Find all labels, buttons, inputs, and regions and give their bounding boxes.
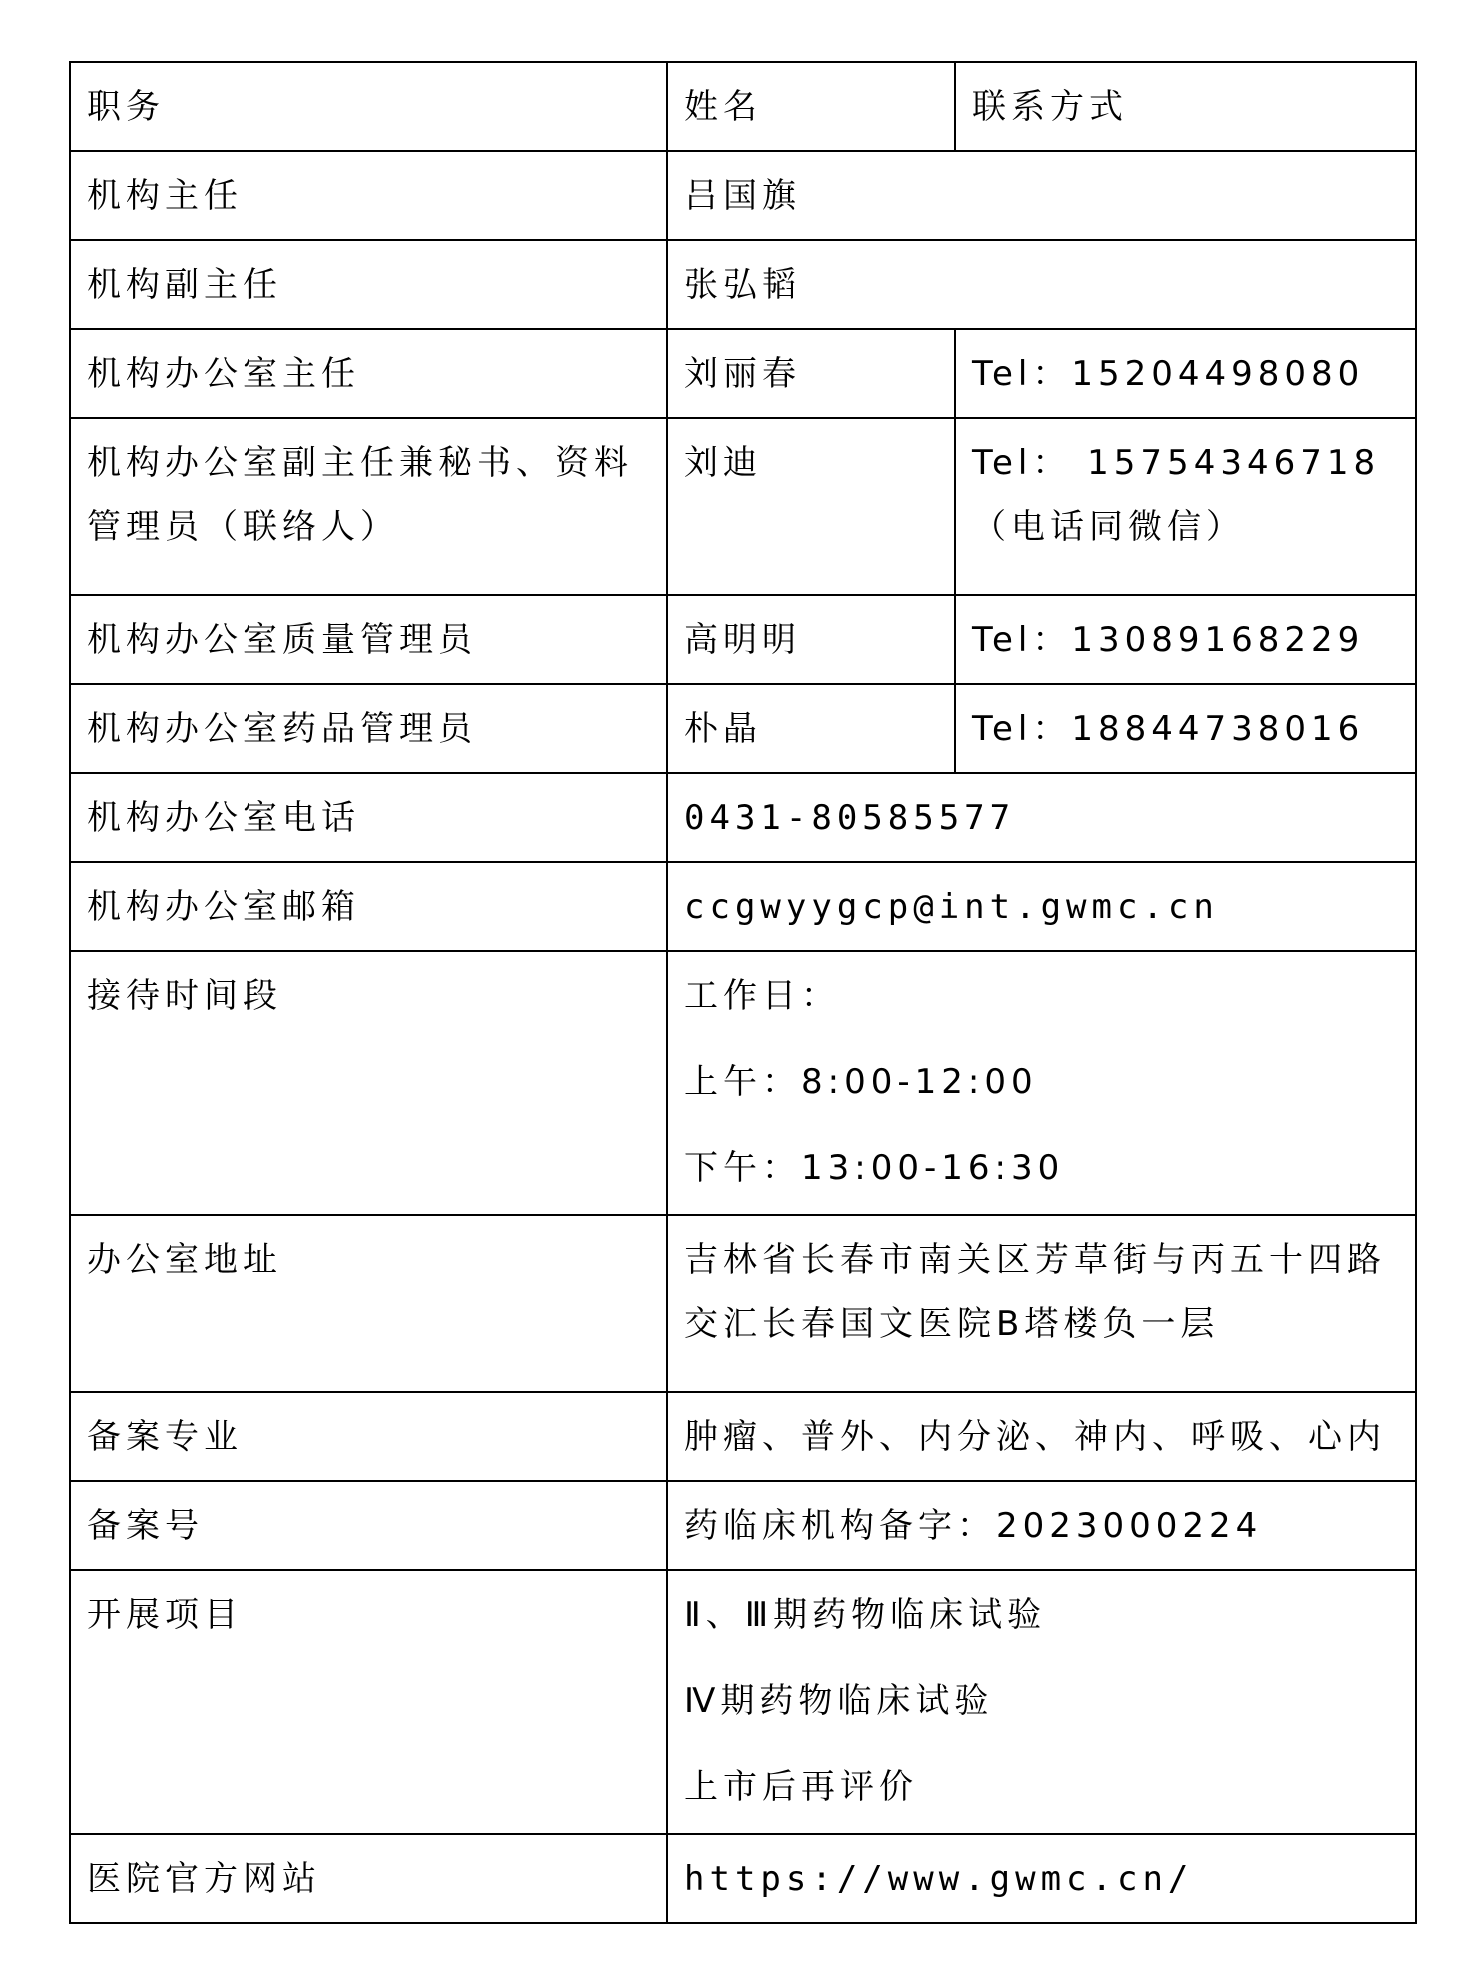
position-cell: 机构主任 bbox=[70, 151, 667, 240]
table-row bbox=[70, 151, 1416, 240]
reception-hours-label: 接待时间段 bbox=[70, 951, 667, 1215]
filing-specialties-label: 备案专业 bbox=[70, 1392, 667, 1481]
name-cell: 朴晶 bbox=[667, 684, 955, 773]
reception-hours-value bbox=[667, 951, 1416, 1215]
header-contact: 联系方式 bbox=[955, 62, 1416, 151]
reception-hours-line: 上午：8:00-12:00 bbox=[684, 1062, 1038, 1102]
header-name: 姓名 bbox=[667, 62, 955, 151]
position-cell: 机构副主任 bbox=[70, 240, 667, 329]
filing-number-value: 药临床机构备字：2023000224 bbox=[667, 1481, 1416, 1570]
reception-hours-row bbox=[70, 951, 1416, 1215]
position-cell: 机构办公室副主任兼秘书、资料管理员（联络人） bbox=[70, 418, 667, 595]
filing-specialties-row bbox=[70, 1392, 1416, 1481]
name-cell: 刘迪 bbox=[667, 418, 955, 595]
filing-number-label: 备案号 bbox=[70, 1481, 667, 1570]
table-row bbox=[70, 595, 1416, 684]
position-cell: 机构办公室质量管理员 bbox=[70, 595, 667, 684]
position-cell: 机构办公室药品管理员 bbox=[70, 684, 667, 773]
office-phone-value: 0431-80585577 bbox=[667, 773, 1416, 862]
name-cell: 吕国旗 bbox=[667, 151, 1416, 240]
contact-cell: Tel： 15754346718（电话同微信） bbox=[955, 418, 1416, 595]
header-position: 职务 bbox=[70, 62, 667, 151]
name-cell: 高明明 bbox=[667, 595, 955, 684]
filing-number-row bbox=[70, 1481, 1416, 1570]
reception-hours-line: 工作日： bbox=[684, 976, 840, 1016]
projects-label: 开展项目 bbox=[70, 1570, 667, 1834]
table-row bbox=[70, 329, 1416, 418]
contact-cell: Tel：13089168229 bbox=[955, 595, 1416, 684]
table-header-row bbox=[70, 62, 1416, 151]
office-phone-row bbox=[70, 773, 1416, 862]
filing-specialties-value: 肿瘤、普外、内分泌、神内、呼吸、心内 bbox=[667, 1392, 1416, 1481]
name-cell: 刘丽春 bbox=[667, 329, 955, 418]
project-item: Ⅳ期药物临床试验 bbox=[684, 1681, 994, 1721]
name-cell: 张弘韬 bbox=[667, 240, 1416, 329]
project-item: Ⅱ、Ⅲ期药物临床试验 bbox=[684, 1595, 1047, 1635]
table-row bbox=[70, 684, 1416, 773]
projects-value bbox=[667, 1570, 1416, 1834]
project-item: 上市后再评价 bbox=[684, 1767, 918, 1807]
projects-row bbox=[70, 1570, 1416, 1834]
office-email-value[interactable]: ccgwyygcp@int.gwmc.cn bbox=[667, 862, 1416, 951]
office-email-row bbox=[70, 862, 1416, 951]
office-address-value: 吉林省长春市南关区芳草街与丙五十四路交汇长春国文医院B塔楼负一层 bbox=[667, 1215, 1416, 1392]
contact-cell: Tel：18844738016 bbox=[955, 684, 1416, 773]
website-label: 医院官方网站 bbox=[70, 1834, 667, 1923]
office-phone-label: 机构办公室电话 bbox=[70, 773, 667, 862]
contact-cell: Tel：15204498080 bbox=[955, 329, 1416, 418]
website-link[interactable]: https://www.gwmc.cn/ bbox=[667, 1834, 1416, 1923]
table-row bbox=[70, 240, 1416, 329]
office-email-label: 机构办公室邮箱 bbox=[70, 862, 667, 951]
office-address-row bbox=[70, 1215, 1416, 1392]
reception-hours-line: 下午：13:00-16:30 bbox=[684, 1148, 1065, 1188]
office-address-label: 办公室地址 bbox=[70, 1215, 667, 1392]
position-cell: 机构办公室主任 bbox=[70, 329, 667, 418]
contact-info-table bbox=[69, 61, 1417, 1924]
website-row bbox=[70, 1834, 1416, 1923]
table-row bbox=[70, 418, 1416, 595]
